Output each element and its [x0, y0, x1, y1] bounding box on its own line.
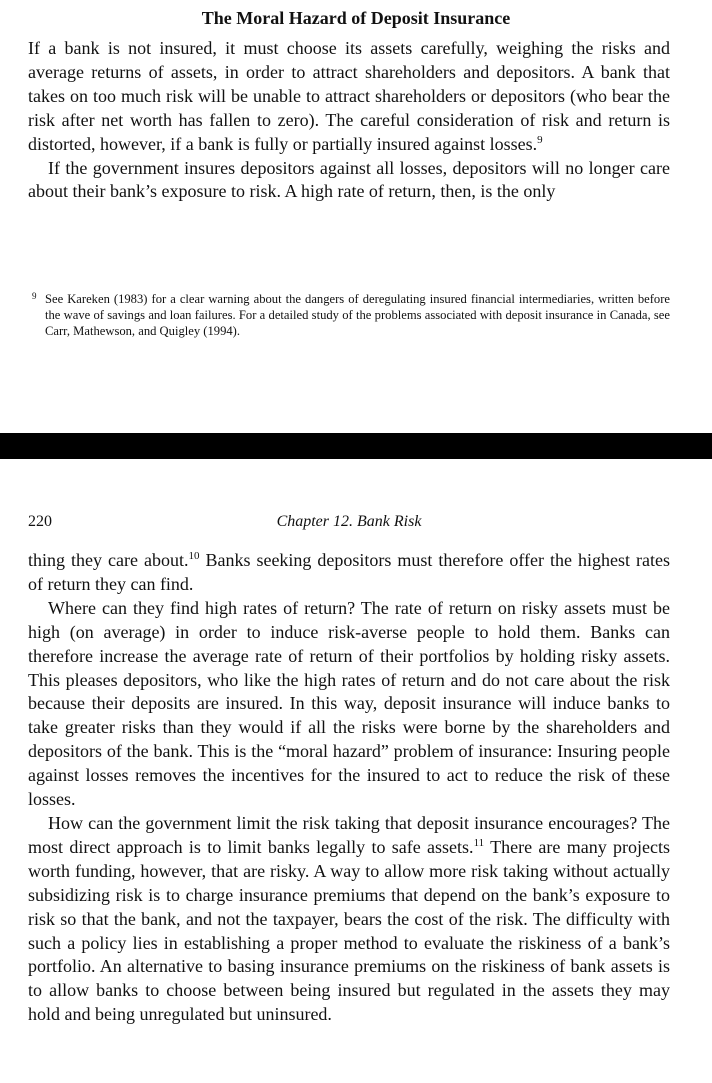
chapter-title: Chapter 12. Bank Risk [276, 513, 422, 530]
footnote-ref-11[interactable]: 11 [473, 836, 485, 849]
paragraph-text: Banks seeking depositors must therefore offer the highest rates of return they can find. [28, 550, 670, 594]
section-heading: The Moral Hazard of Deposit Insurance [201, 8, 511, 28]
page-number: 220 [28, 513, 52, 530]
upper-page [0, 0, 712, 433]
footnote-number: 9 [32, 291, 37, 301]
paragraph-continuation [28, 549, 670, 597]
footnote-9 [28, 291, 670, 339]
upper-body-text [28, 37, 670, 204]
paragraph-limit-risk [28, 812, 670, 1027]
page-separator-band [0, 433, 712, 459]
running-header [28, 511, 670, 533]
footnote-ref-9[interactable]: 9 [537, 133, 543, 146]
paragraph-uninsured-bank [28, 37, 670, 157]
paragraph-high-returns: Where can they find high rates of return? The rate of return on risky assets must be high (on average) in order to induce risk-averse people to hold them. Banks can therefore increase the average rate of return of their portfolios by holding risky assets. This pleases depositors, who like the high rates of return and do not care about the risk because their deposits are insured. In this way, deposit insurance will induce banks to take greater risks than they would if all the risks were borne by the shareholders and depositors of the bank. This is the “moral hazard” problem of insurance: Insuring people against losses removes the incentives for the insured to act to reduce the risk of these losses. [28, 597, 670, 810]
paragraph-text: How can the government limit the risk taking that deposit insurance encourages? The most direct approach is to limit banks legally to safe assets. [28, 812, 670, 857]
paragraph-government-insures: If the government insures depositors against all losses, depositors will no longer care about their bank’s exposure to risk. A high rate of return, then, is the only [28, 157, 670, 202]
lower-body-text [28, 549, 670, 1027]
paragraph-text: thing they care about. [28, 550, 189, 570]
paragraph-text: There are many projects worth funding, however, that are risky. A way to allow more risk taking without actually subsidizing risk is to charge insurance premiums that depend on the bank’s exposure to risk so that the bank, and not the taxpayer, bears the cost of the risk. The difficulty with such a policy lies in establishing a proper method to evaluate the riskiness of a bank’s portfolio. An alternative to basing insurance premiums on the riskiness of bank assets is to allow banks to choose between being insured but regulated in the assets they may hold and being unregulated but uninsured. [28, 836, 671, 1025]
footnote-ref-10[interactable]: 10 [188, 550, 200, 562]
lower-page [0, 459, 712, 1083]
paragraph-text: If a bank is not insured, it must choose its assets carefully, weighing the risks and average returns of assets, in order to attract shareholders and depositors. A bank that takes on too much risk will be unable to attract shareholders or depositors (who bear the risk after net worth has fallen to zero). The careful consideration of risk and return is distorted, however, if a bank is fully or partially insured against losses. [28, 38, 670, 154]
footnote-text: See Kareken (1983) for a clear warning about the dangers of deregulating insured financial intermediaries, written before the wave of savings and loan failures. For a detailed study of the problems associated with deposit insurance in Canada, see Carr, Mathewson, and Quigley (1994). [45, 292, 670, 338]
